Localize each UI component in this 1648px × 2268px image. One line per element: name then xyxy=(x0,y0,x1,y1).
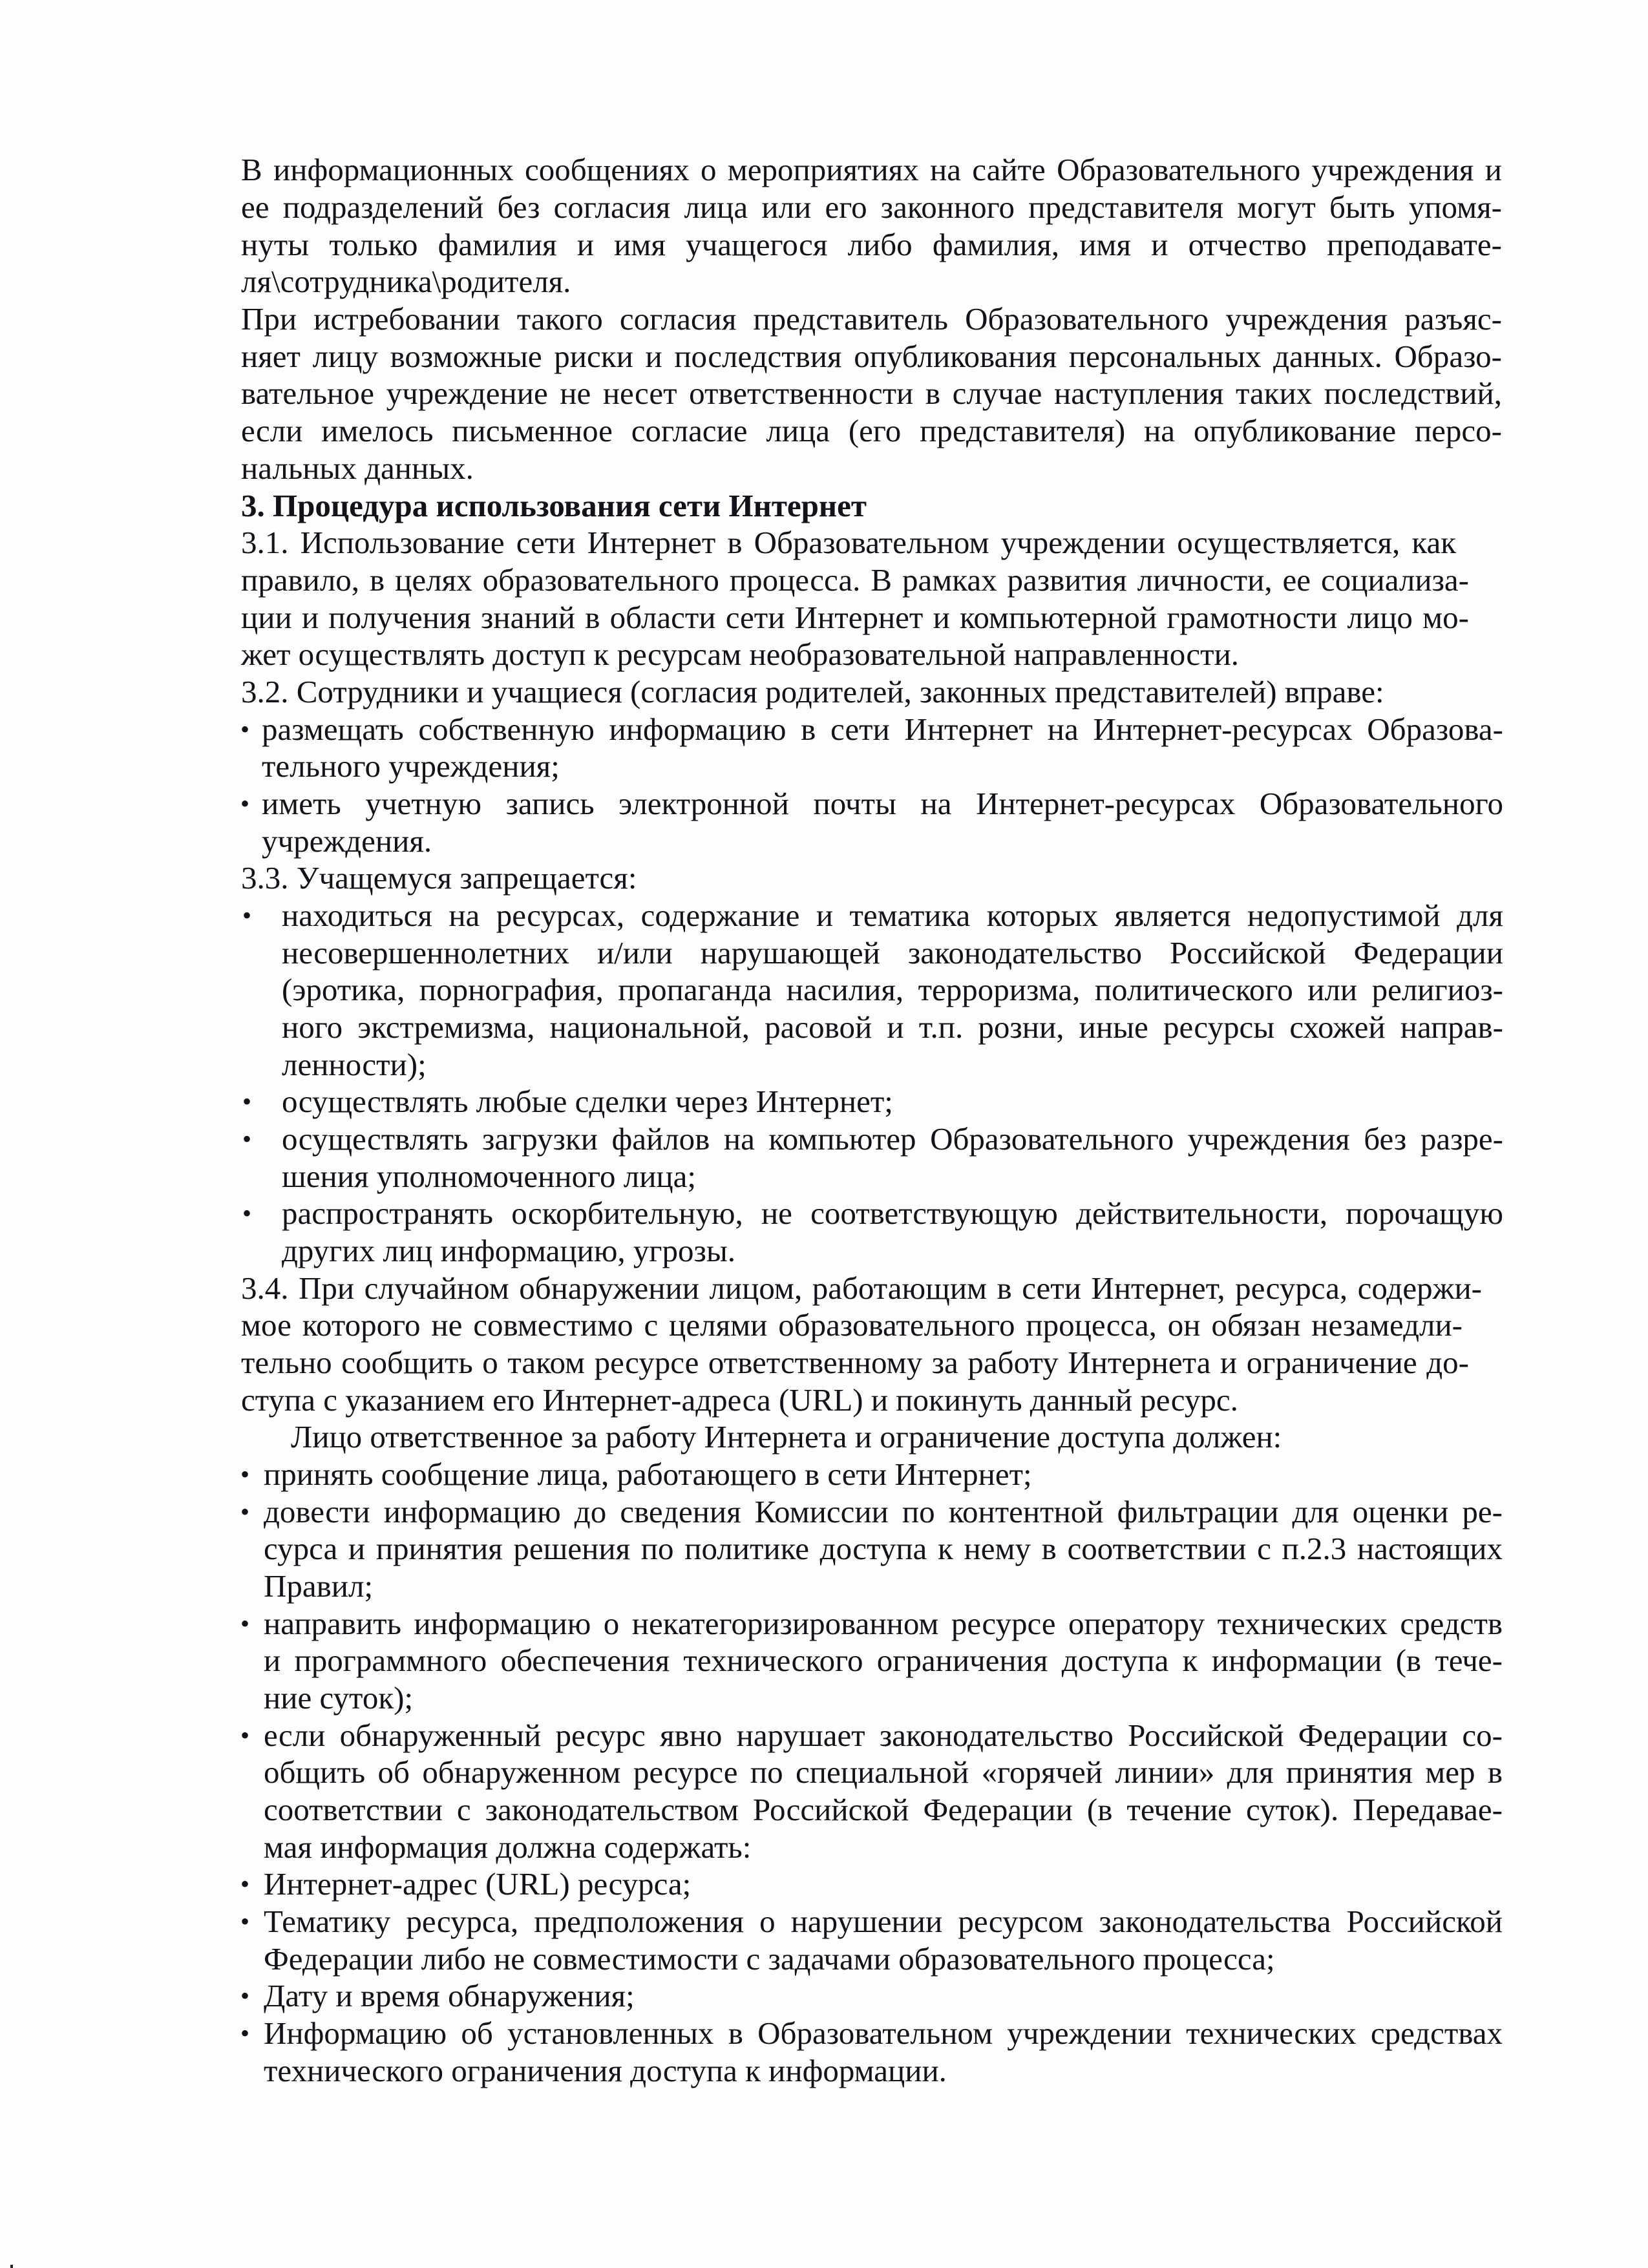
text-line: мая информация должна содержать: xyxy=(264,1829,752,1865)
text-line: принять сообщение лица, работающего в сети Интернет; xyxy=(264,1456,1032,1492)
bullet-icon: • xyxy=(240,715,250,744)
section-heading: 3. Процедура использования сети Интернет xyxy=(241,488,867,523)
text-line: 3.3. Учащемуся запрещается: xyxy=(241,860,637,896)
text-line: Интернет-адрес (URL) ресурса; xyxy=(264,1866,692,1902)
bullet-icon: • xyxy=(242,901,252,930)
bullet-icon: • xyxy=(240,1460,250,1489)
text-line: других лиц информацию, угрозы. xyxy=(282,1233,736,1268)
text-line: 3.1. Использование сети Интернет в Образовательном учреждении осуществляется, как xyxy=(241,525,1456,560)
text-line: 3.2. Сотрудники и учащиеся (согласия родителей, законных представителей) вправе: xyxy=(241,674,1384,709)
text-line: жет осуществлять доступ к ресурсам необразовательной направленности. xyxy=(241,636,1240,672)
bullet-icon: • xyxy=(240,1981,250,2010)
text-line: ние суток); xyxy=(264,1680,414,1716)
text-line: тельного учреждения; xyxy=(262,748,560,784)
text-line: нальных данных. xyxy=(241,450,474,486)
bullet-icon: • xyxy=(242,1199,252,1228)
text-line: правило, в целях образовательного процесса. В рамках развития личности, ее социализа- xyxy=(241,562,1469,598)
text-line: Тематику ресурса, предположения о нарушении ресурсом законодательства Российской xyxy=(264,1904,1503,1939)
text-line: ного экстремизма, национальной, расовой и т.п. розни, иные ресурсы схожей направ- xyxy=(282,1009,1503,1045)
text-line: осуществлять загрузки файлов на компьютер Образовательного учреждения без разре- xyxy=(282,1121,1503,1157)
bullet-icon: • xyxy=(242,1087,252,1116)
text-line: находиться на ресурсах, содержание и тематика которых является недопустимой для xyxy=(282,898,1503,933)
text-line: При истребовании такого согласия представитель Образовательного учреждения разъяс- xyxy=(241,301,1502,337)
bullet-icon: • xyxy=(240,1907,250,1936)
responsible-intro: Лицо ответственное за работу Интернета и ограничение доступа должен: xyxy=(291,1419,1282,1454)
bullet-icon: • xyxy=(240,1609,250,1638)
text-line: если обнаруженный ресурс явно нарушает законодательство Российской Федерации со- xyxy=(264,1717,1503,1753)
text-line: 3.4. При случайном обнаружении лицом, работающим в сети Интернет, ресурса, содержи- xyxy=(241,1270,1482,1306)
bullet-icon: • xyxy=(240,1721,250,1750)
text-line: (эротика, порнография, пропаганда насилия, терроризма, политического или религиоз- xyxy=(282,972,1503,1007)
text-line: распространять оскорбительную, не соответствующую действительности, порочащую xyxy=(282,1195,1503,1231)
text-line: Федерации либо не совместимости с задачами образовательного процесса; xyxy=(264,1941,1275,1977)
text-line: технического ограничения доступа к информации. xyxy=(264,2053,947,2088)
text-line: ленности); xyxy=(282,1047,427,1082)
scan-artifact xyxy=(10,2265,13,2268)
text-line: довести информацию до сведения Комиссии по контентной фильтрации для оценки ре- xyxy=(264,1494,1503,1529)
text-line: Правил; xyxy=(264,1568,374,1604)
text-line: Информацию об установленных в Образовательном учреждении технических средствах xyxy=(264,2015,1503,2051)
text-line: В информационных сообщениях о мероприятиях на сайте Образовательного учреждения и xyxy=(241,152,1502,187)
text-line: размещать собственную информацию в сети Интернет на Интернет-ресурсах Образова- xyxy=(262,711,1503,747)
bullet-icon: • xyxy=(240,1497,250,1526)
text-line: направить информацию о некатегоризированном ресурсе оператору технических средств xyxy=(264,1606,1503,1641)
text-line: мое которого не совместимо с целями образовательного процесса, он обязан незамедли- xyxy=(241,1307,1463,1343)
bullet-icon: • xyxy=(242,1124,252,1153)
bullet-icon: • xyxy=(240,2019,250,2048)
text-line: тельно сообщить о таком ресурсе ответственному за работу Интернета и ограничение до- xyxy=(241,1345,1469,1380)
text-line: няет лицу возможные риски и последствия опубликования персональных данных. Образо- xyxy=(241,339,1502,374)
text-line: несовершеннолетних и/или нарушающей законодательство Российской Федерации xyxy=(282,935,1503,971)
text-line: ступа с указанием его Интернет-адреса (URL) и покинуть данный ресурс. xyxy=(241,1382,1238,1418)
text-line: общить об обнаруженном ресурсе по специальной «горячей линии» для принятия мер в xyxy=(264,1754,1503,1790)
text-line: шения уполномоченного лица; xyxy=(282,1159,696,1194)
text-line: Дату и время обнаружения; xyxy=(264,1978,635,2013)
text-line: ции и получения знаний в области сети Интернет и компьютерной грамотности лицо мо- xyxy=(241,600,1469,635)
bullet-icon: • xyxy=(240,1869,250,1898)
bullet-icon: • xyxy=(240,789,250,818)
text-line: ля\сотрудника\родителя. xyxy=(241,264,571,299)
text-line: вательное учреждение не несет ответственности в случае наступления таких последствий, xyxy=(241,375,1502,411)
text-line: ее подразделений без согласия лица или его законного представителя могут быть упомя- xyxy=(241,189,1502,225)
text-line: сурса и принятия решения по политике доступа к нему в соответствии с п.2.3 настоящих xyxy=(264,1531,1503,1566)
text-line: если имелось письменное согласие лица (его представителя) на опубликование персо- xyxy=(241,413,1502,448)
text-line: осуществлять любые сделки через Интернет; xyxy=(282,1084,893,1119)
text-line: учреждения. xyxy=(262,823,432,859)
text-line: нуты только фамилия и имя учащегося либо фамилия, имя и отчество преподавате- xyxy=(241,227,1502,262)
text-line: иметь учетную запись электронной почты на Интернет-ресурсах Образовательного xyxy=(262,786,1503,821)
text-line: соответствии с законодательством Российской Федерации (в течение суток). Передавае- xyxy=(264,1792,1503,1827)
text-line: и программного обеспечения технического ограничения доступа к информации (в тече- xyxy=(264,1643,1503,1678)
